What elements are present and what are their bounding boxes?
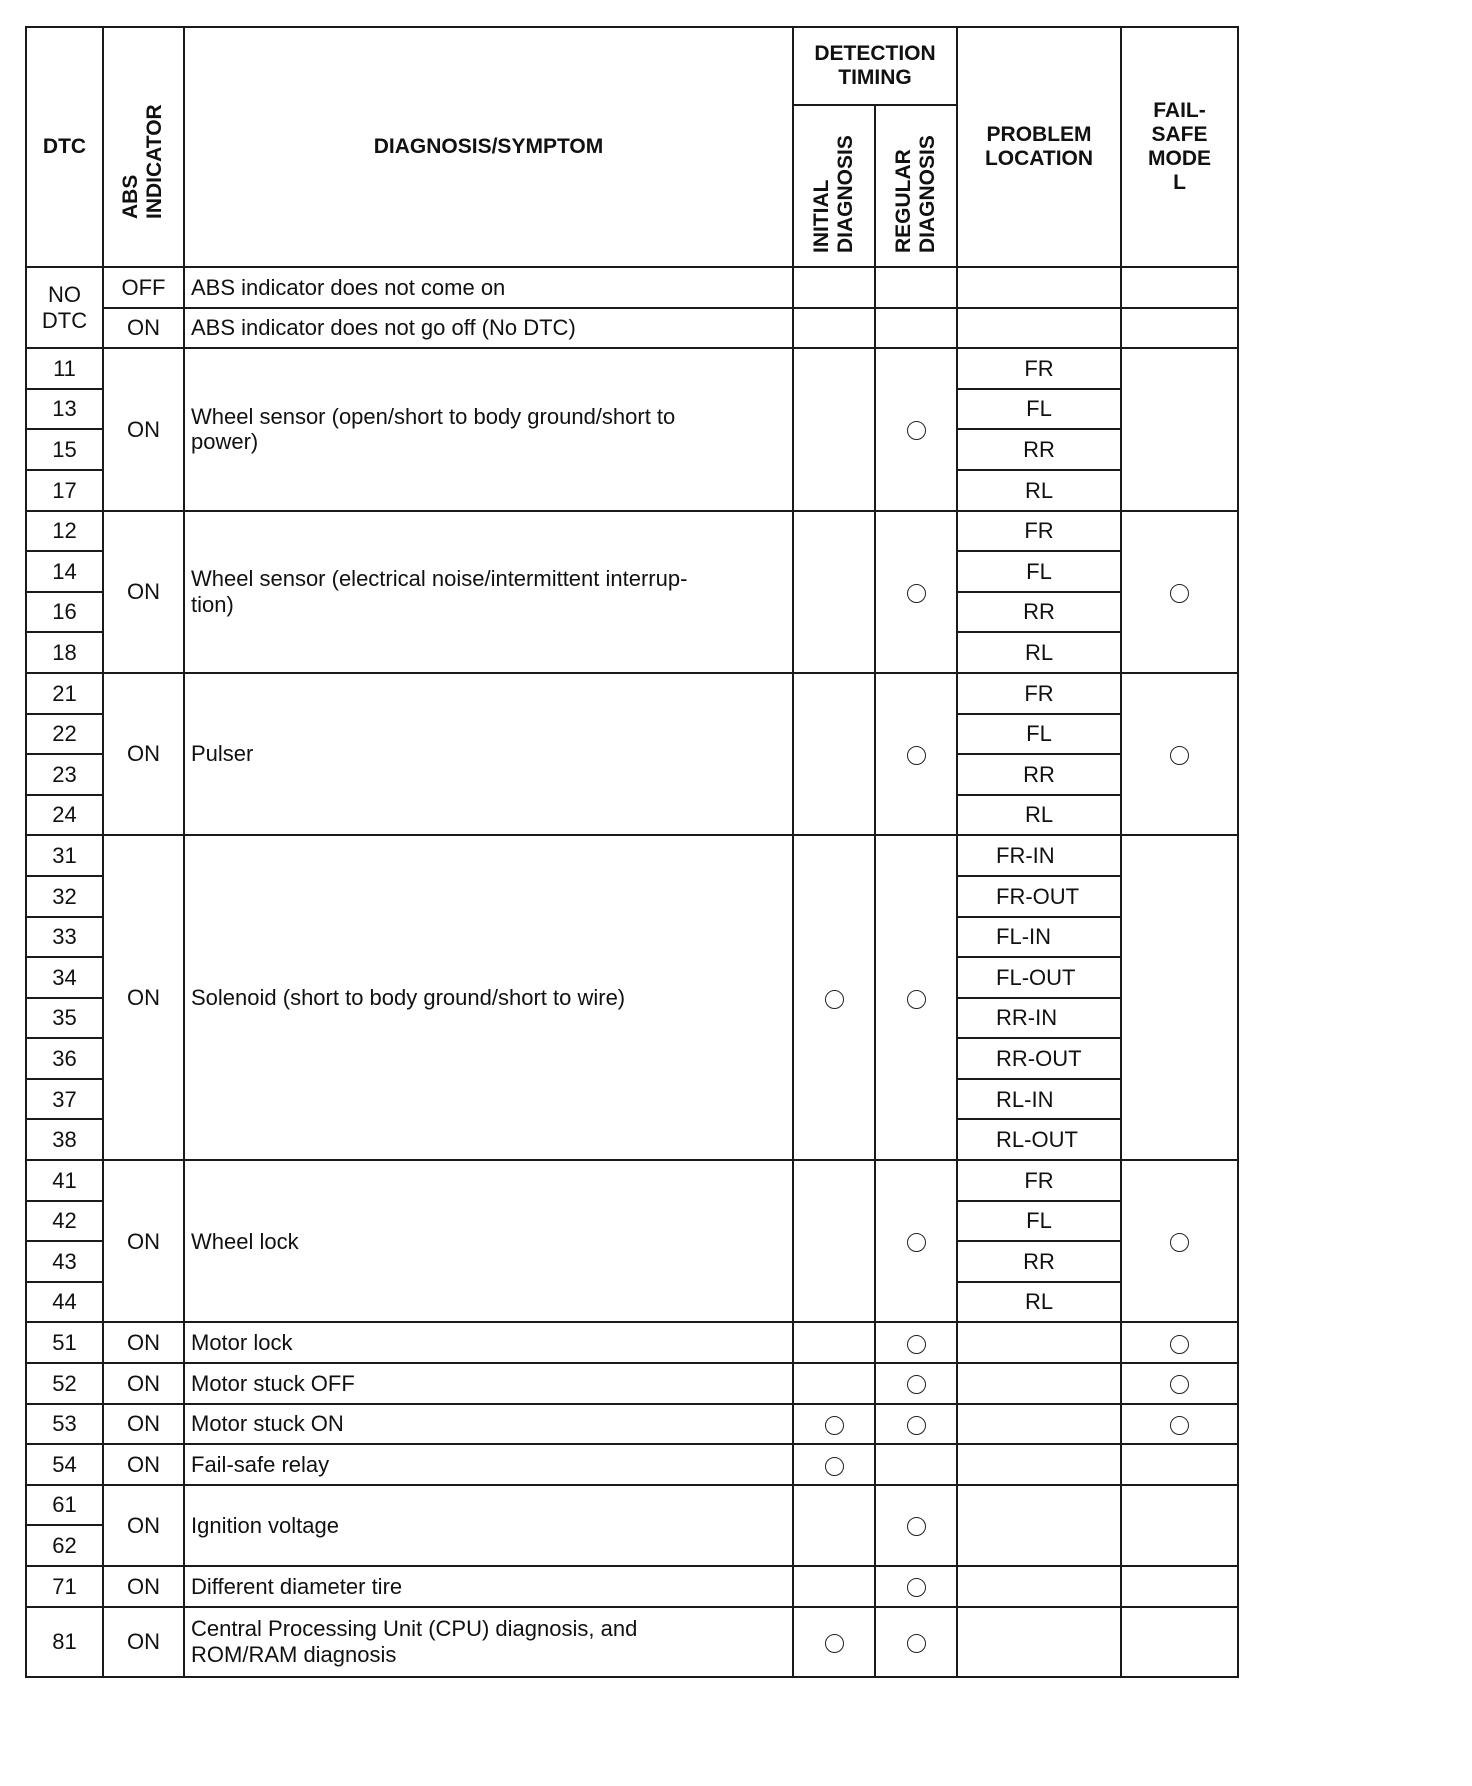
initial-cell <box>793 1607 875 1677</box>
initial-cell <box>793 1322 875 1363</box>
location-cell <box>957 1444 1121 1485</box>
dtc-code: 54 <box>26 1444 103 1485</box>
check-circle-icon <box>825 1457 844 1476</box>
regular-cell <box>875 267 957 308</box>
abs-indicator: ON <box>103 308 184 349</box>
regular-cell <box>875 835 957 1160</box>
dtc-code: 15 <box>26 429 103 470</box>
location-cell: RR <box>957 592 1121 633</box>
location-cell: RL <box>957 632 1121 673</box>
fail-safe-cell <box>1121 835 1238 1160</box>
location-cell: FL <box>957 714 1121 755</box>
symptom: Wheel sensor (open/short to body ground/short to power) <box>184 348 793 510</box>
dtc-code: 24 <box>26 795 103 836</box>
table-row <box>26 348 1238 389</box>
table-row <box>26 1160 1238 1201</box>
check-circle-icon <box>907 1335 926 1354</box>
check-circle-icon <box>907 584 926 603</box>
location-cell: FL-IN <box>957 917 1121 958</box>
dtc-code: 13 <box>26 389 103 430</box>
fail-safe-cell <box>1121 1566 1238 1607</box>
dtc-code: 31 <box>26 835 103 876</box>
initial-cell <box>793 1444 875 1485</box>
dtc-table-sheet <box>25 26 1239 1678</box>
location-cell <box>957 267 1121 308</box>
dtc-code: 32 <box>26 876 103 917</box>
header-abs-indicator <box>103 27 184 267</box>
regular-cell <box>875 1607 957 1677</box>
regular-cell <box>875 511 957 673</box>
abs-indicator: ON <box>103 1160 184 1322</box>
symptom: Ignition voltage <box>184 1485 793 1566</box>
location-cell <box>957 1566 1121 1607</box>
location-cell: RR <box>957 1241 1121 1282</box>
dtc-code: 18 <box>26 632 103 673</box>
symptom: Wheel lock <box>184 1160 793 1322</box>
check-circle-icon <box>907 746 926 765</box>
regular-cell <box>875 673 957 835</box>
fail-safe-cell <box>1121 1363 1238 1404</box>
symptom: Solenoid (short to body ground/short to wire) <box>184 835 793 1160</box>
header-initial-diagnosis <box>793 105 875 267</box>
dtc-code: 38 <box>26 1119 103 1160</box>
regular-cell <box>875 1160 957 1322</box>
table-row <box>26 673 1238 714</box>
dtc-code: 34 <box>26 957 103 998</box>
abs-indicator: ON <box>103 1566 184 1607</box>
symptom: Wheel sensor (electrical noise/intermittent interrup- tion) <box>184 511 793 673</box>
dtc-code: 22 <box>26 714 103 755</box>
abs-indicator: ON <box>103 835 184 1160</box>
symptom: ABS indicator does not go off (No DTC) <box>184 308 793 349</box>
check-circle-icon <box>907 1375 926 1394</box>
dtc-code: 16 <box>26 592 103 633</box>
regular-cell <box>875 1444 957 1485</box>
check-circle-icon <box>907 1233 926 1252</box>
abs-indicator: ON <box>103 1404 184 1445</box>
table-row <box>26 1404 1238 1445</box>
fail-safe-cell <box>1121 348 1238 510</box>
location-cell: FL <box>957 551 1121 592</box>
dtc-code: 12 <box>26 511 103 552</box>
check-circle-icon <box>907 1416 926 1435</box>
regular-cell <box>875 1363 957 1404</box>
location-cell <box>957 1607 1121 1677</box>
initial-cell <box>793 267 875 308</box>
location-cell: FR-IN <box>957 835 1121 876</box>
initial-cell <box>793 1485 875 1566</box>
symptom: Fail-safe relay <box>184 1444 793 1485</box>
symptom: Motor stuck OFF <box>184 1363 793 1404</box>
dtc-code: 44 <box>26 1282 103 1323</box>
header-initial-diagnosis-text: INITIAL DIAGNOSIS <box>809 135 857 253</box>
check-circle-icon <box>825 1634 844 1653</box>
dtc-table <box>25 26 1239 1678</box>
abs-indicator: ON <box>103 511 184 673</box>
initial-cell <box>793 308 875 349</box>
initial-cell <box>793 511 875 673</box>
initial-cell <box>793 1404 875 1445</box>
dtc-code: 53 <box>26 1404 103 1445</box>
abs-indicator: ON <box>103 1444 184 1485</box>
location-cell: FR <box>957 1160 1121 1201</box>
header-abs-indicator-text: ABS INDICATOR <box>119 104 167 219</box>
check-circle-icon <box>1170 584 1189 603</box>
location-cell: RL <box>957 1282 1121 1323</box>
symptom: Pulser <box>184 673 793 835</box>
location-cell: RR-OUT <box>957 1038 1121 1079</box>
dtc-code: 51 <box>26 1322 103 1363</box>
location-cell: RL <box>957 470 1121 511</box>
fail-safe-cell <box>1121 1485 1238 1566</box>
location-cell: FR-OUT <box>957 876 1121 917</box>
fail-safe-cell <box>1121 1160 1238 1322</box>
location-cell: FR <box>957 673 1121 714</box>
location-cell: FL <box>957 389 1121 430</box>
symptom: Motor stuck ON <box>184 1404 793 1445</box>
check-circle-icon <box>907 1517 926 1536</box>
location-cell: RL-IN <box>957 1079 1121 1120</box>
symptom: ABS indicator does not come on <box>184 267 793 308</box>
table-row <box>26 1566 1238 1607</box>
check-circle-icon <box>1170 1335 1189 1354</box>
table-row <box>26 1607 1238 1677</box>
location-cell: FL-OUT <box>957 957 1121 998</box>
table-row <box>26 308 1238 349</box>
abs-indicator: OFF <box>103 267 184 308</box>
header-regular-diagnosis-text: REGULAR DIAGNOSIS <box>891 135 939 253</box>
abs-indicator: ON <box>103 1485 184 1566</box>
check-circle-icon <box>1170 1416 1189 1435</box>
initial-cell <box>793 835 875 1160</box>
header-detection-timing: DETECTION TIMING <box>793 27 957 105</box>
initial-cell <box>793 1160 875 1322</box>
regular-cell <box>875 348 957 510</box>
check-circle-icon <box>1170 746 1189 765</box>
table-row <box>26 1363 1238 1404</box>
dtc-code: 37 <box>26 1079 103 1120</box>
check-circle-icon <box>907 1634 926 1653</box>
initial-cell <box>793 348 875 510</box>
fail-safe-cell <box>1121 511 1238 673</box>
regular-cell <box>875 1404 957 1445</box>
regular-cell <box>875 1485 957 1566</box>
fail-safe-cell <box>1121 1607 1238 1677</box>
dtc-code: 52 <box>26 1363 103 1404</box>
initial-cell <box>793 1363 875 1404</box>
fail-safe-cell <box>1121 1444 1238 1485</box>
initial-cell <box>793 673 875 835</box>
check-circle-icon <box>825 990 844 1009</box>
location-cell: FR <box>957 511 1121 552</box>
location-cell: RR <box>957 754 1121 795</box>
header-problem-location: PROBLEM LOCATION <box>957 27 1121 267</box>
dtc-code: 36 <box>26 1038 103 1079</box>
dtc-code: 23 <box>26 754 103 795</box>
symptom: Central Processing Unit (CPU) diagnosis, and ROM/RAM diagnosis <box>184 1607 793 1677</box>
location-cell: FR <box>957 348 1121 389</box>
dtc-code: 11 <box>26 348 103 389</box>
fail-safe-cell <box>1121 308 1238 349</box>
table-row <box>26 511 1238 552</box>
table-row <box>26 267 1238 308</box>
header-diagnosis: DIAGNOSIS/SYMPTOM <box>184 27 793 267</box>
check-circle-icon <box>907 990 926 1009</box>
check-circle-icon <box>825 1416 844 1435</box>
fail-safe-cell <box>1121 267 1238 308</box>
dtc-code: 33 <box>26 917 103 958</box>
header-regular-diagnosis <box>875 105 957 267</box>
dtc-code: 42 <box>26 1201 103 1242</box>
dtc-code: 14 <box>26 551 103 592</box>
check-circle-icon <box>907 1578 926 1597</box>
location-cell: RL <box>957 795 1121 836</box>
location-cell: FL <box>957 1201 1121 1242</box>
dtc-code: 71 <box>26 1566 103 1607</box>
fail-safe-cell <box>1121 1322 1238 1363</box>
location-cell <box>957 1363 1121 1404</box>
symptom: Motor lock <box>184 1322 793 1363</box>
fail-safe-cell <box>1121 673 1238 835</box>
table-row <box>26 1444 1238 1485</box>
abs-indicator: ON <box>103 348 184 510</box>
location-cell: RL-OUT <box>957 1119 1121 1160</box>
location-cell: RR-IN <box>957 998 1121 1039</box>
abs-indicator: ON <box>103 1607 184 1677</box>
dtc-code: 81 <box>26 1607 103 1677</box>
dtc-code: 21 <box>26 673 103 714</box>
table-row <box>26 1485 1238 1526</box>
header-dtc: DTC <box>26 27 103 267</box>
location-cell: RR <box>957 429 1121 470</box>
dtc-code: 17 <box>26 470 103 511</box>
dtc-code: 43 <box>26 1241 103 1282</box>
abs-indicator: ON <box>103 1322 184 1363</box>
abs-indicator: ON <box>103 1363 184 1404</box>
location-cell <box>957 308 1121 349</box>
symptom: Different diameter tire <box>184 1566 793 1607</box>
table-row <box>26 835 1238 876</box>
location-cell <box>957 1485 1121 1566</box>
table-row <box>26 1322 1238 1363</box>
check-circle-icon <box>1170 1233 1189 1252</box>
header-fail-safe-mode: FAIL- SAFE MODE L <box>1121 27 1238 267</box>
regular-cell <box>875 1322 957 1363</box>
location-cell <box>957 1404 1121 1445</box>
dtc-code: 35 <box>26 998 103 1039</box>
regular-cell <box>875 308 957 349</box>
dtc-code: 41 <box>26 1160 103 1201</box>
initial-cell <box>793 1566 875 1607</box>
dtc-code: 61 <box>26 1485 103 1526</box>
check-circle-icon <box>907 421 926 440</box>
check-circle-icon <box>1170 1375 1189 1394</box>
abs-indicator: ON <box>103 673 184 835</box>
regular-cell <box>875 1566 957 1607</box>
dtc-code: NO DTC <box>26 267 103 348</box>
location-cell <box>957 1322 1121 1363</box>
dtc-code: 62 <box>26 1525 103 1566</box>
fail-safe-cell <box>1121 1404 1238 1445</box>
